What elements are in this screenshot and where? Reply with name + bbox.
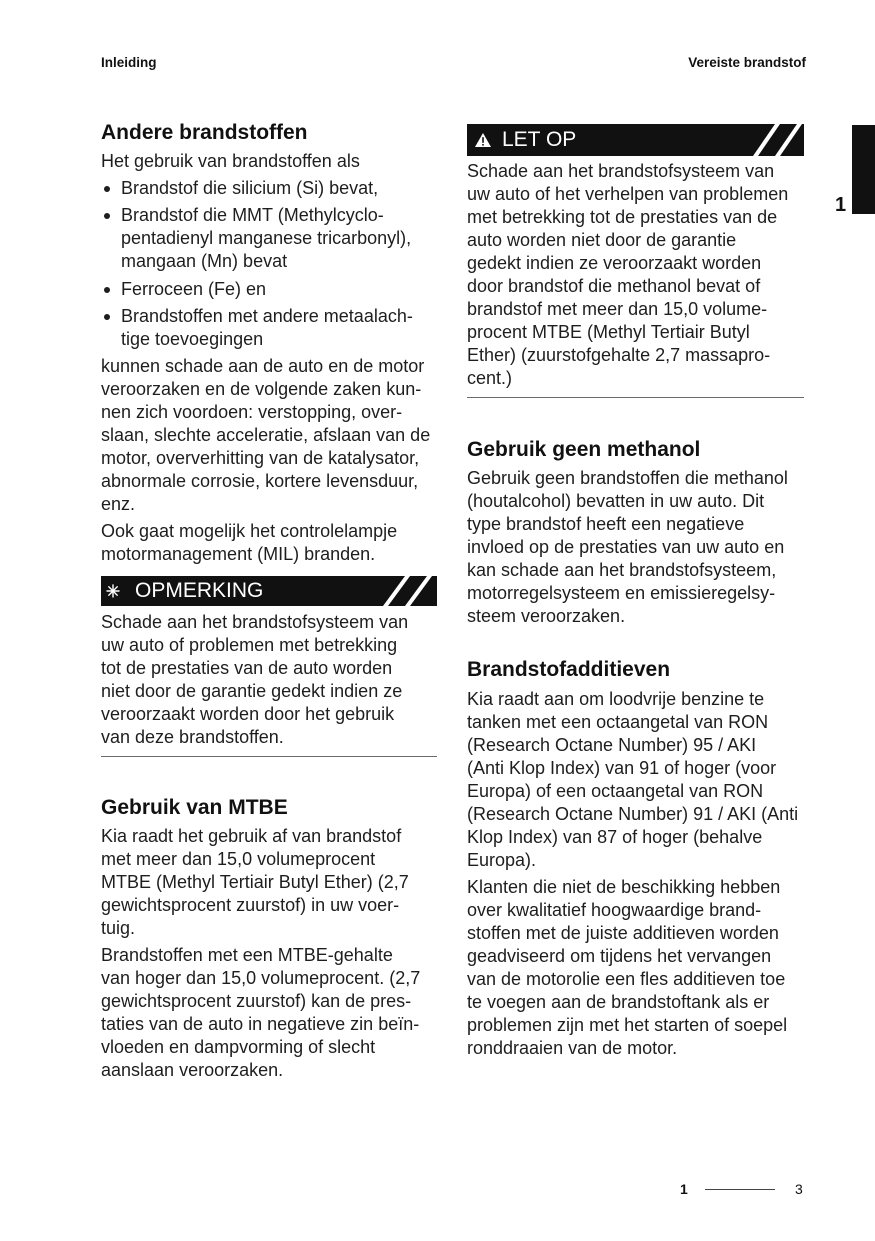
mtbe-paragraph-2 (101, 944, 437, 1082)
text-line: Kia raadt het gebruik af van brandstof (101, 826, 402, 846)
text-line: uw auto of het verhelpen van problemen (467, 184, 789, 204)
mil-paragraph (101, 520, 437, 566)
footer-chapter-number: 1 (680, 1181, 688, 1197)
running-header-chapter: Inleiding (101, 55, 157, 70)
text-line: auto worden niet door de garantie (467, 230, 737, 250)
text-line: Gebruik geen brandstoffen die methanol (467, 468, 788, 488)
consequences-paragraph (101, 355, 437, 516)
text-line: invloed op de prestaties van uw auto en (467, 537, 785, 557)
bullet-item (101, 278, 437, 301)
bullet-dot (104, 314, 110, 320)
text-line: steem veroorzaken. (467, 606, 626, 626)
text-line: geadviseerd om tijdens het vervangen (467, 946, 772, 966)
text-line: kan schade aan het brandstofsysteem, (467, 560, 777, 580)
text-line: Schade aan het brandstofsysteem van (101, 612, 409, 632)
bullet-item (101, 204, 437, 273)
bullet-item (101, 305, 437, 351)
text-line: Ether) (zuurstofgehalte 2,7 massapro- (467, 345, 771, 365)
text-line: motormanagement (MIL) branden. (101, 544, 376, 564)
text-line: (Research Octane Number) 95 / AKI (467, 735, 757, 755)
text-line: nen zich voordoen: verstopping, over- (101, 402, 403, 422)
chapter-tab (852, 125, 875, 214)
note-banner (101, 576, 437, 606)
running-header-section: Vereiste brandstof (688, 55, 806, 70)
text-line: Het gebruik van brandstoffen als (101, 151, 360, 171)
additives-paragraph-1 (467, 688, 804, 872)
text-line: van deze brandstoffen. (101, 727, 284, 747)
text-line: procent MTBE (Methyl Tertiair Butyl (467, 322, 750, 342)
text-line: te voegen aan de brandstoftank als er (467, 992, 770, 1012)
text-line: motor, oververhitting van de katalysator, (101, 448, 420, 468)
text-line: type brandstof heeft een negatieve (467, 514, 745, 534)
text-line: stoffen met de juiste additieven worden (467, 923, 779, 943)
text-line: problemen zijn met het starten of soepel (467, 1015, 788, 1035)
text-line: Schade aan het brandstofsysteem van (467, 161, 775, 181)
mtbe-paragraph-1 (101, 825, 437, 940)
text-line: Brandstoffen met een MTBE-gehalte (101, 945, 393, 965)
text-line: (Anti Klop Index) van 91 of hoger (voor (467, 758, 777, 778)
text-line: Klop Index) van 87 of hoger (behalve (467, 827, 763, 847)
note-divider (101, 756, 437, 757)
bullet-dot (104, 186, 110, 192)
text-line: taties van de auto in negatieve zin beïn- (101, 1014, 420, 1034)
heading-other-fuels: Andere brandstoffen (101, 121, 308, 144)
text-line: van de motorolie een fles additieven toe (467, 969, 786, 989)
bullet-item (101, 177, 437, 200)
text-line: aanslaan veroorzaken. (101, 1060, 284, 1080)
text-line: gewichtsprocent zuurstof) in uw voer- (101, 895, 400, 915)
caution-text (467, 160, 804, 390)
text-line: van hoger dan 15,0 volumeprocent. (2,7 (101, 968, 421, 988)
text-line: tuig. (101, 918, 136, 938)
intro-paragraph (101, 150, 437, 173)
text-line: tot de prestaties van de auto worden (101, 658, 393, 678)
text-line: Kia raadt aan om loodvrije benzine te (467, 689, 765, 709)
methanol-paragraph (467, 467, 804, 628)
bullet-dot (104, 287, 110, 293)
text-line: door brandstof die methanol bevat of (467, 276, 761, 296)
page-number: 3 (795, 1181, 803, 1197)
text-line: veroorzaakt worden door het gebruik (101, 704, 395, 724)
text-line: Ferroceen (Fe) en (121, 279, 267, 299)
text-line: Brandstof die MMT (Methylcyclo- (121, 205, 384, 225)
text-line: uw auto of problemen met betrekking (101, 635, 398, 655)
text-line: gewichtsprocent zuurstof) kan de pres- (101, 991, 412, 1011)
text-line: pentadienyl manganese tricarbonyl), (121, 228, 412, 248)
text-line: Europa) of een octaangetal van RON (467, 781, 764, 801)
heading-mtbe: Gebruik van MTBE (101, 796, 288, 819)
text-line: ronddraaien van de motor. (467, 1038, 678, 1058)
text-line: (houtalcohol) bevatten in uw auto. Dit (467, 491, 765, 511)
text-line: motorregelsysteem en emissieregelsy- (467, 583, 776, 603)
text-line: brandstof met meer dan 15,0 volume- (467, 299, 768, 319)
bullet-dot (104, 213, 110, 219)
text-line: vloeden en dampvorming of slecht (101, 1037, 376, 1057)
text-line: kunnen schade aan de auto en de motor (101, 356, 425, 376)
text-line: met betrekking tot de prestaties van de (467, 207, 778, 227)
caution-banner (467, 124, 804, 156)
text-line: tanken met een octaangetal van RON (467, 712, 769, 732)
text-line: niet door de garantie gedekt indien ze (101, 681, 403, 701)
text-line: cent.) (467, 368, 513, 388)
note-text (101, 611, 437, 749)
text-line: gedekt indien ze veroorzaakt worden (467, 253, 762, 273)
text-line: over kwalitatief hoogwaardige brand- (467, 900, 762, 920)
text-line: veroorzaken en de volgende zaken kun- (101, 379, 422, 399)
caution-label: LET OP (502, 128, 577, 151)
additives-paragraph-2 (467, 876, 804, 1060)
text-line: (Research Octane Number) 91 / AKI (Anti (467, 804, 799, 824)
text-line: mangaan (Mn) bevat (121, 251, 288, 271)
heading-additives: Brandstofadditieven (467, 658, 671, 681)
chapter-tab-number: 1 (835, 194, 847, 216)
caution-divider (467, 397, 804, 398)
text-line: abnormale corrosie, kortere levensduur, (101, 471, 419, 491)
text-line: Klanten die niet de beschikking hebben (467, 877, 781, 897)
text-line: enz. (101, 494, 136, 514)
text-line: met meer dan 15,0 volumeprocent (101, 849, 376, 869)
text-line: MTBE (Methyl Tertiair Butyl Ether) (2,7 (101, 872, 409, 892)
text-line: Brandstoffen met andere metaalach- (121, 306, 413, 326)
heading-methanol: Gebruik geen methanol (467, 438, 701, 461)
footer-divider (705, 1189, 775, 1190)
banner-stripes (467, 124, 804, 156)
text-line: tige toevoegingen (121, 329, 264, 349)
text-line: Europa). (467, 850, 537, 870)
text-line: Ook gaat mogelijk het controlelampje (101, 521, 398, 541)
note-label: OPMERKING (135, 579, 264, 602)
text-line: Brandstof die silicium (Si) bevat, (121, 178, 379, 198)
banner-stripes (101, 576, 437, 606)
text-line: slaan, slechte acceleratie, afslaan van de (101, 425, 431, 445)
